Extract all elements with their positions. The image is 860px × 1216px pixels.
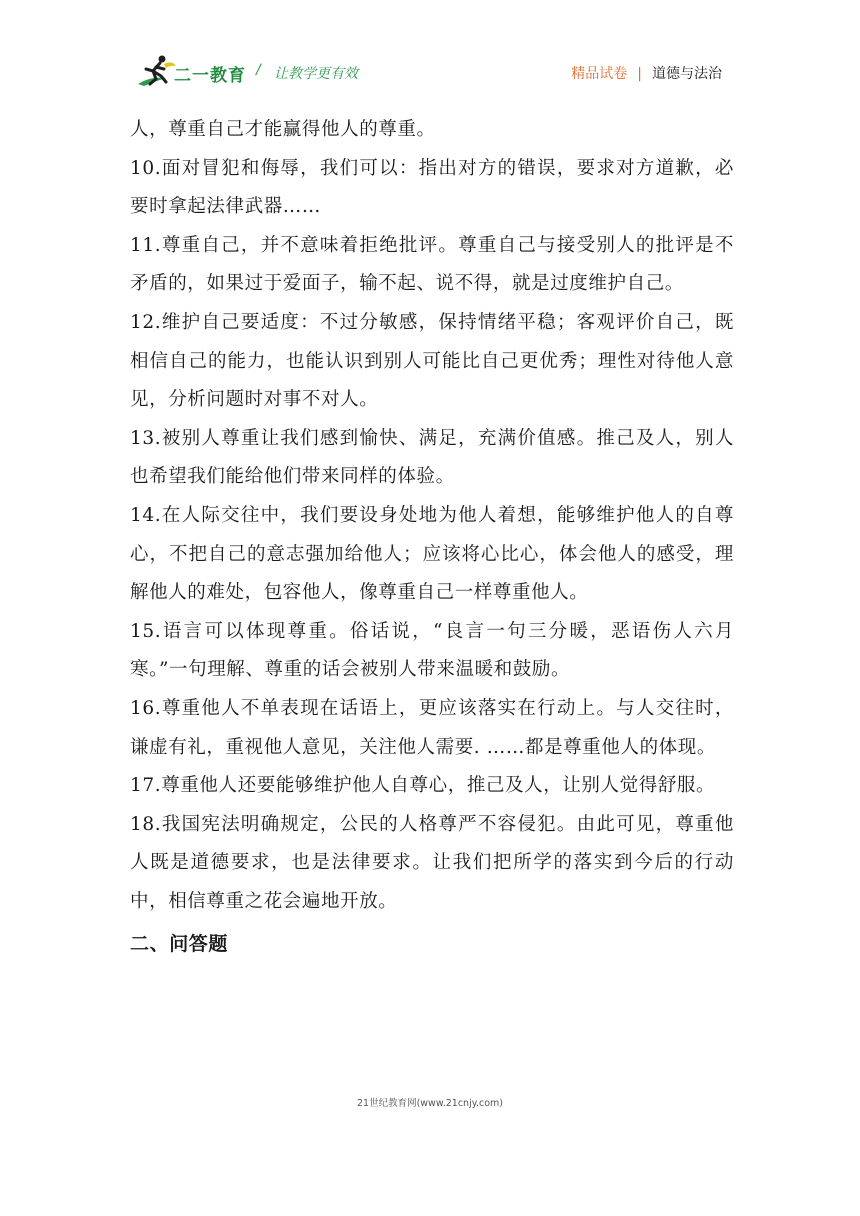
page-header [0,0,860,100]
paragraph: 11.尊重自己，并不意味着拒绝批评。尊重自己与接受别人的批评是不矛盾的，如果过于爱面子，输不起、说不得，就是过度维护自己。 [130,234,734,295]
brand-logo [136,52,356,92]
paragraph: 18.我国宪法明确规定，公民的人格尊严不容侵犯。由此可见，尊重他人既是道德要求，也是法律要求。让我们把所学的落实到今后的行动中，相信尊重之花会遍地开放。 [130,813,734,912]
paragraph: 10.面对冒犯和侮辱，我们可以：指出对方的错误，要求对方道歉，必要时拿起法律武器…… [130,157,734,218]
brand-name: 二一教育 [174,66,246,86]
runner-logo-icon [136,54,178,88]
paragraph: 13.被别人尊重让我们感到愉快、满足，充满价值感。推己及人，别人也希望我们能给他们带来同样的体验。 [130,427,734,488]
header-divider: | [637,66,642,82]
paragraph: 14.在人际交往中，我们要设身处地为他人着想，能够维护他人的自尊心，不把自己的意志强加给他人；应该将心比心，体会他人的感受，理解他人的难处，包容他人，像尊重自己一样尊重他人。 [130,504,734,604]
header-tag: 精品试卷 [571,66,628,82]
page-footer: 21世纪教育网(www.21cnjy.com) [356,1098,503,1109]
brand-slogan: 让教学更有效 [274,66,358,82]
section-title: 二、问答题 [130,933,229,956]
paragraph: 16.尊重他人不单表现在话语上，更应该落实在行动上。与人交往时，谦虚有礼，重视他人意见，关注他人需要. ……都是尊重他人的体现。 [130,697,734,758]
paragraph: 人，尊重自己才能赢得他人的尊重。 [130,119,436,140]
paragraph: 12.维护自己要适度：不过分敏感，保持情绪平稳；客观评价自己，既相信自己的能力，也能认识到别人可能比自己更优秀；理性对待他人意见，分析问题时对事不对人。 [130,311,734,411]
paragraph: 17.尊重他人还要能够维护他人自尊心，推己及人，让别人觉得舒服。 [130,775,716,797]
header-subject: 道德与法治 [652,66,722,82]
header-separator: / [256,62,261,78]
header-right [571,63,722,83]
document-body [130,111,734,964]
paragraph: 15.语言可以体现尊重。俗话说，“良言一句三分暖，恶语伤人六月寒。”一句理解、尊重的话会被别人带来温暖和鼓励。 [130,620,734,681]
